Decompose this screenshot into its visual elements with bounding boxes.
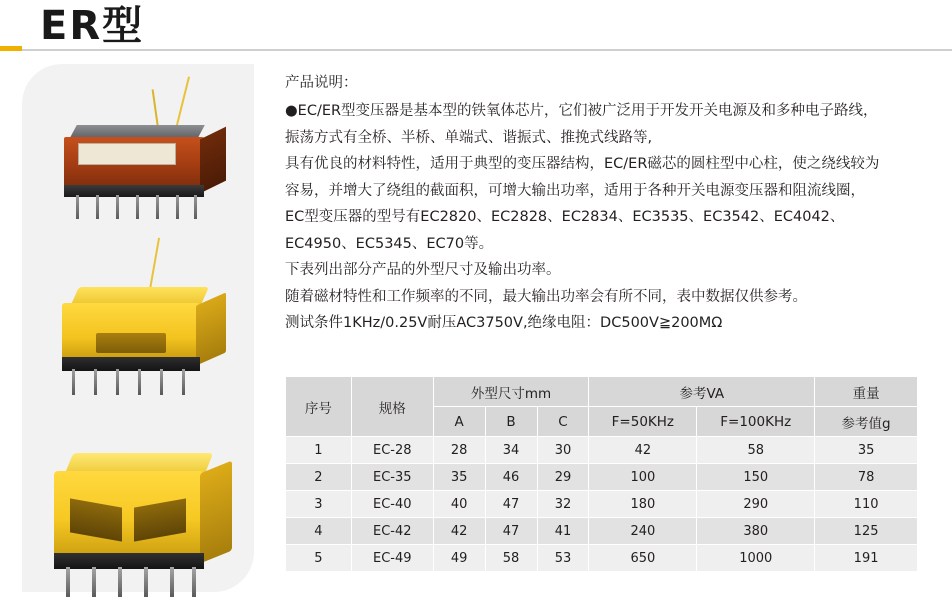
cell-spec: EC-42 [351,518,433,545]
cell-spec: EC-28 [351,437,433,464]
bobbin-base [64,185,204,197]
spec-table-head [286,377,918,437]
cell-a: 42 [433,518,485,545]
pin-icon [138,369,141,395]
cell-f50: 100 [589,464,697,491]
description-line: 容易，并增大了绕组的截面积，可增大输出功率，适用于各种开关电源变压器和阻流线圈， [285,182,865,199]
spec-table-container [285,376,918,572]
cell-f50: 240 [589,518,697,545]
cell-a: 40 [433,491,485,518]
page-title: ER型 [40,3,145,49]
header-accent-bar [0,46,22,51]
bobbin-side [200,127,226,194]
cell-weight: 191 [815,545,918,572]
pin-icon [92,567,96,597]
cell-c: 53 [537,545,589,572]
pin-icon [116,195,119,219]
description-title: 产品说明： [285,75,358,91]
core-notch [96,333,166,353]
cell-seq: 3 [286,491,352,518]
bobbin-body [62,303,200,361]
product-photo-stack [22,64,254,592]
cell-a: 35 [433,464,485,491]
cell-f100: 290 [697,491,815,518]
header-divider [0,49,952,51]
cell-a: 28 [433,437,485,464]
winding-window [78,143,176,165]
cell-f100: 58 [697,437,815,464]
bobbin-side [200,461,232,564]
header-dim-a: A [433,407,485,437]
core-slot-right [134,498,186,541]
cell-f50: 180 [589,491,697,518]
cell-seq: 5 [286,545,352,572]
header-dim-b: B [485,407,537,437]
header-seq: 序号 [286,377,352,437]
cell-b: 47 [485,491,537,518]
pin-icon [160,369,163,395]
table-row [286,464,918,491]
pin-icon [182,369,185,395]
header-reference-va: 参考VA [589,377,815,407]
table-header-row [286,377,918,407]
header-dim-c: C [537,407,589,437]
spec-table [285,376,918,572]
cell-c: 29 [537,464,589,491]
pin-icon [170,567,174,597]
table-row [286,545,918,572]
cell-c: 41 [537,518,589,545]
cell-weight: 78 [815,464,918,491]
cell-c: 32 [537,491,589,518]
bobbin-body [54,471,204,559]
header-weight-value: 参考值g [815,407,918,437]
bobbin-base [54,553,204,569]
cell-b: 47 [485,518,537,545]
cell-weight: 110 [815,491,918,518]
table-row [286,491,918,518]
transformer-copper-bobbin [62,119,232,234]
pin-icon [156,195,159,219]
description-line: 测试条件1KHz/0.25V耐压AC3750V,绝缘电阻：DC500V≧200MΩ [285,315,723,331]
table-row [286,437,918,464]
pin-icon [72,369,75,395]
pin-icon [194,195,197,219]
pin-icon [94,369,97,395]
description-line: 具有优良的材料特性，适用于典型的变压器结构，EC/ER磁芯的圆柱型中心柱，使之绕线较为 [285,156,880,172]
cell-f50: 650 [589,545,697,572]
cell-weight: 35 [815,437,918,464]
cell-f100: 380 [697,518,815,545]
description-line: 下表列出部分产品的外型尺寸及输出功率。 [285,262,561,278]
cell-b: 34 [485,437,537,464]
cell-b: 58 [485,545,537,572]
page-header [0,0,952,52]
header-f50: F=50KHz [589,407,697,437]
cell-f50: 42 [589,437,697,464]
cell-f100: 1000 [697,545,815,572]
cell-spec: EC-49 [351,545,433,572]
cell-b: 46 [485,464,537,491]
cell-seq: 1 [286,437,352,464]
pin-icon [136,195,139,219]
bobbin-side [196,292,226,365]
pin-icon [116,369,119,395]
bobbin-body [64,137,204,189]
header-weight: 重量 [815,377,918,407]
pin-icon [76,195,79,219]
header-spec: 规格 [351,377,433,437]
cell-f100: 150 [697,464,815,491]
description-line: EC4950、EC5345、EC70等。 [285,235,494,252]
header-f100: F=100KHz [697,407,815,437]
cell-spec: EC-35 [351,464,433,491]
description-line: 振荡方式有全桥、半桥、单端式、谐振式、推挽式线路等, [285,129,653,146]
pin-icon [66,567,70,597]
cell-weight: 125 [815,518,918,545]
cell-seq: 4 [286,518,352,545]
pin-icon [176,195,179,219]
table-row [286,518,918,545]
cell-c: 30 [537,437,589,464]
description-line: 随着磁材特性和工作频率的不同，最大输出功率会有所不同，表中数据仅供参考。 [285,288,807,305]
pin-icon [144,567,148,597]
cell-seq: 2 [286,464,352,491]
bobbin-base [62,357,200,371]
description-line: ●EC/ER型变压器是基本型的铁氧体芯片，它们被广泛用于开发开关电源及和多种电子路线， [285,103,878,119]
transformer-yellow-large [50,449,240,606]
description-line: EC型变压器的型号有EC2820、EC2828、EC2834、EC3535、EC3542、EC4042、 [285,209,845,225]
cell-spec: EC-40 [351,491,433,518]
pin-icon [192,567,196,597]
header-dimensions: 外型尺寸mm [433,377,589,407]
product-description [285,70,935,337]
spec-table-body [286,437,918,572]
core-slot-left [70,498,122,541]
pin-icon [118,567,122,597]
cell-a: 49 [433,545,485,572]
transformer-yellow-medium [58,279,234,409]
pin-icon [96,195,99,219]
